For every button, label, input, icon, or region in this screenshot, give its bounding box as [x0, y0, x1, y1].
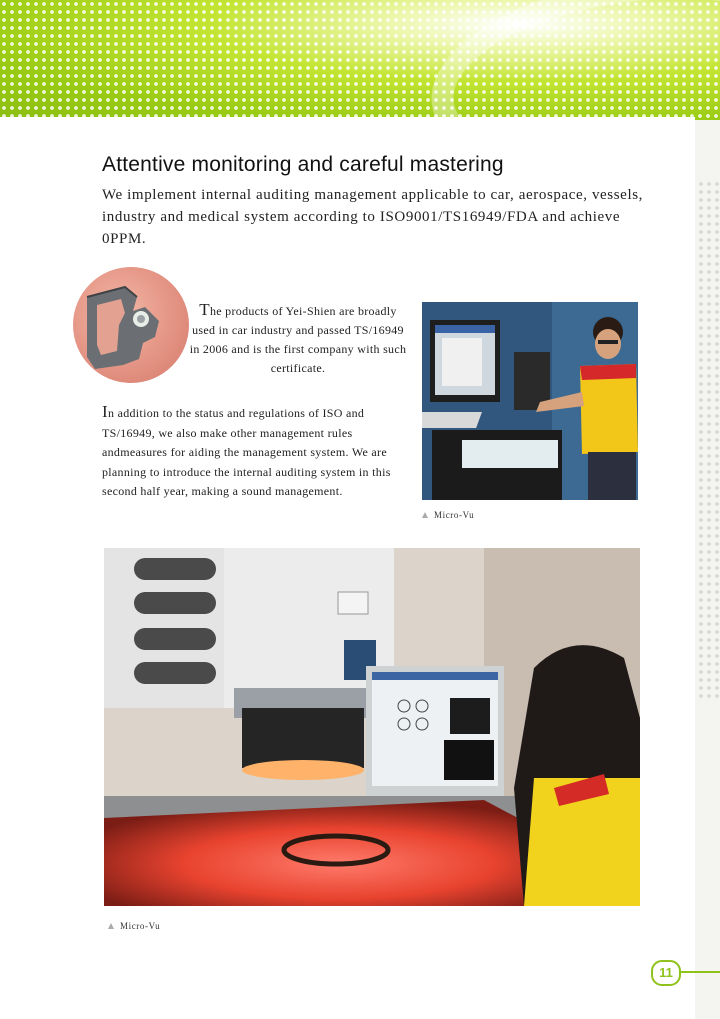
certification-text: he products of Yei-Shien are broadly used in car industry and passed TS/16949 in 2006 and is the first company with such certificate. — [189, 304, 407, 375]
top-photo-caption-text: Micro-Vu — [434, 510, 475, 520]
management-paragraph — [102, 402, 402, 502]
micro-vu-machine-photo — [104, 548, 640, 906]
section-heading: Attentive monitoring and careful mastering — [102, 153, 504, 176]
operator-at-micro-vu-photo — [422, 302, 638, 500]
caption-triangle-icon — [108, 923, 114, 929]
header-banner — [0, 0, 720, 120]
intro-paragraph: We implement internal auditing management applicable to car, aerospace, vessels, industry and medical system according to ISO9001/TS16949/FDA and achieve 0PPM. — [102, 187, 643, 247]
certification-paragraph — [188, 300, 408, 378]
part-closeup-photo — [73, 267, 189, 383]
management-text: n addition to the status and regulations of ISO and TS/16949, we also make other management rules andmeasures for aiding the management system. We are planning to introduce the internal auditing system in this second half year, making a sound management. — [102, 406, 391, 498]
banner-dot-pattern — [0, 0, 720, 120]
bottom-photo-caption-text: Micro-Vu — [120, 921, 161, 931]
caption-triangle-icon — [422, 512, 428, 518]
dropcap-t: T — [199, 300, 210, 319]
dropcap-i: I — [102, 402, 108, 421]
bottom-photo-caption — [108, 921, 160, 931]
page-number-badge: 11 — [651, 960, 681, 986]
side-dot-pattern — [697, 180, 720, 700]
page-number-rule — [679, 971, 720, 973]
top-photo-caption — [422, 510, 474, 520]
